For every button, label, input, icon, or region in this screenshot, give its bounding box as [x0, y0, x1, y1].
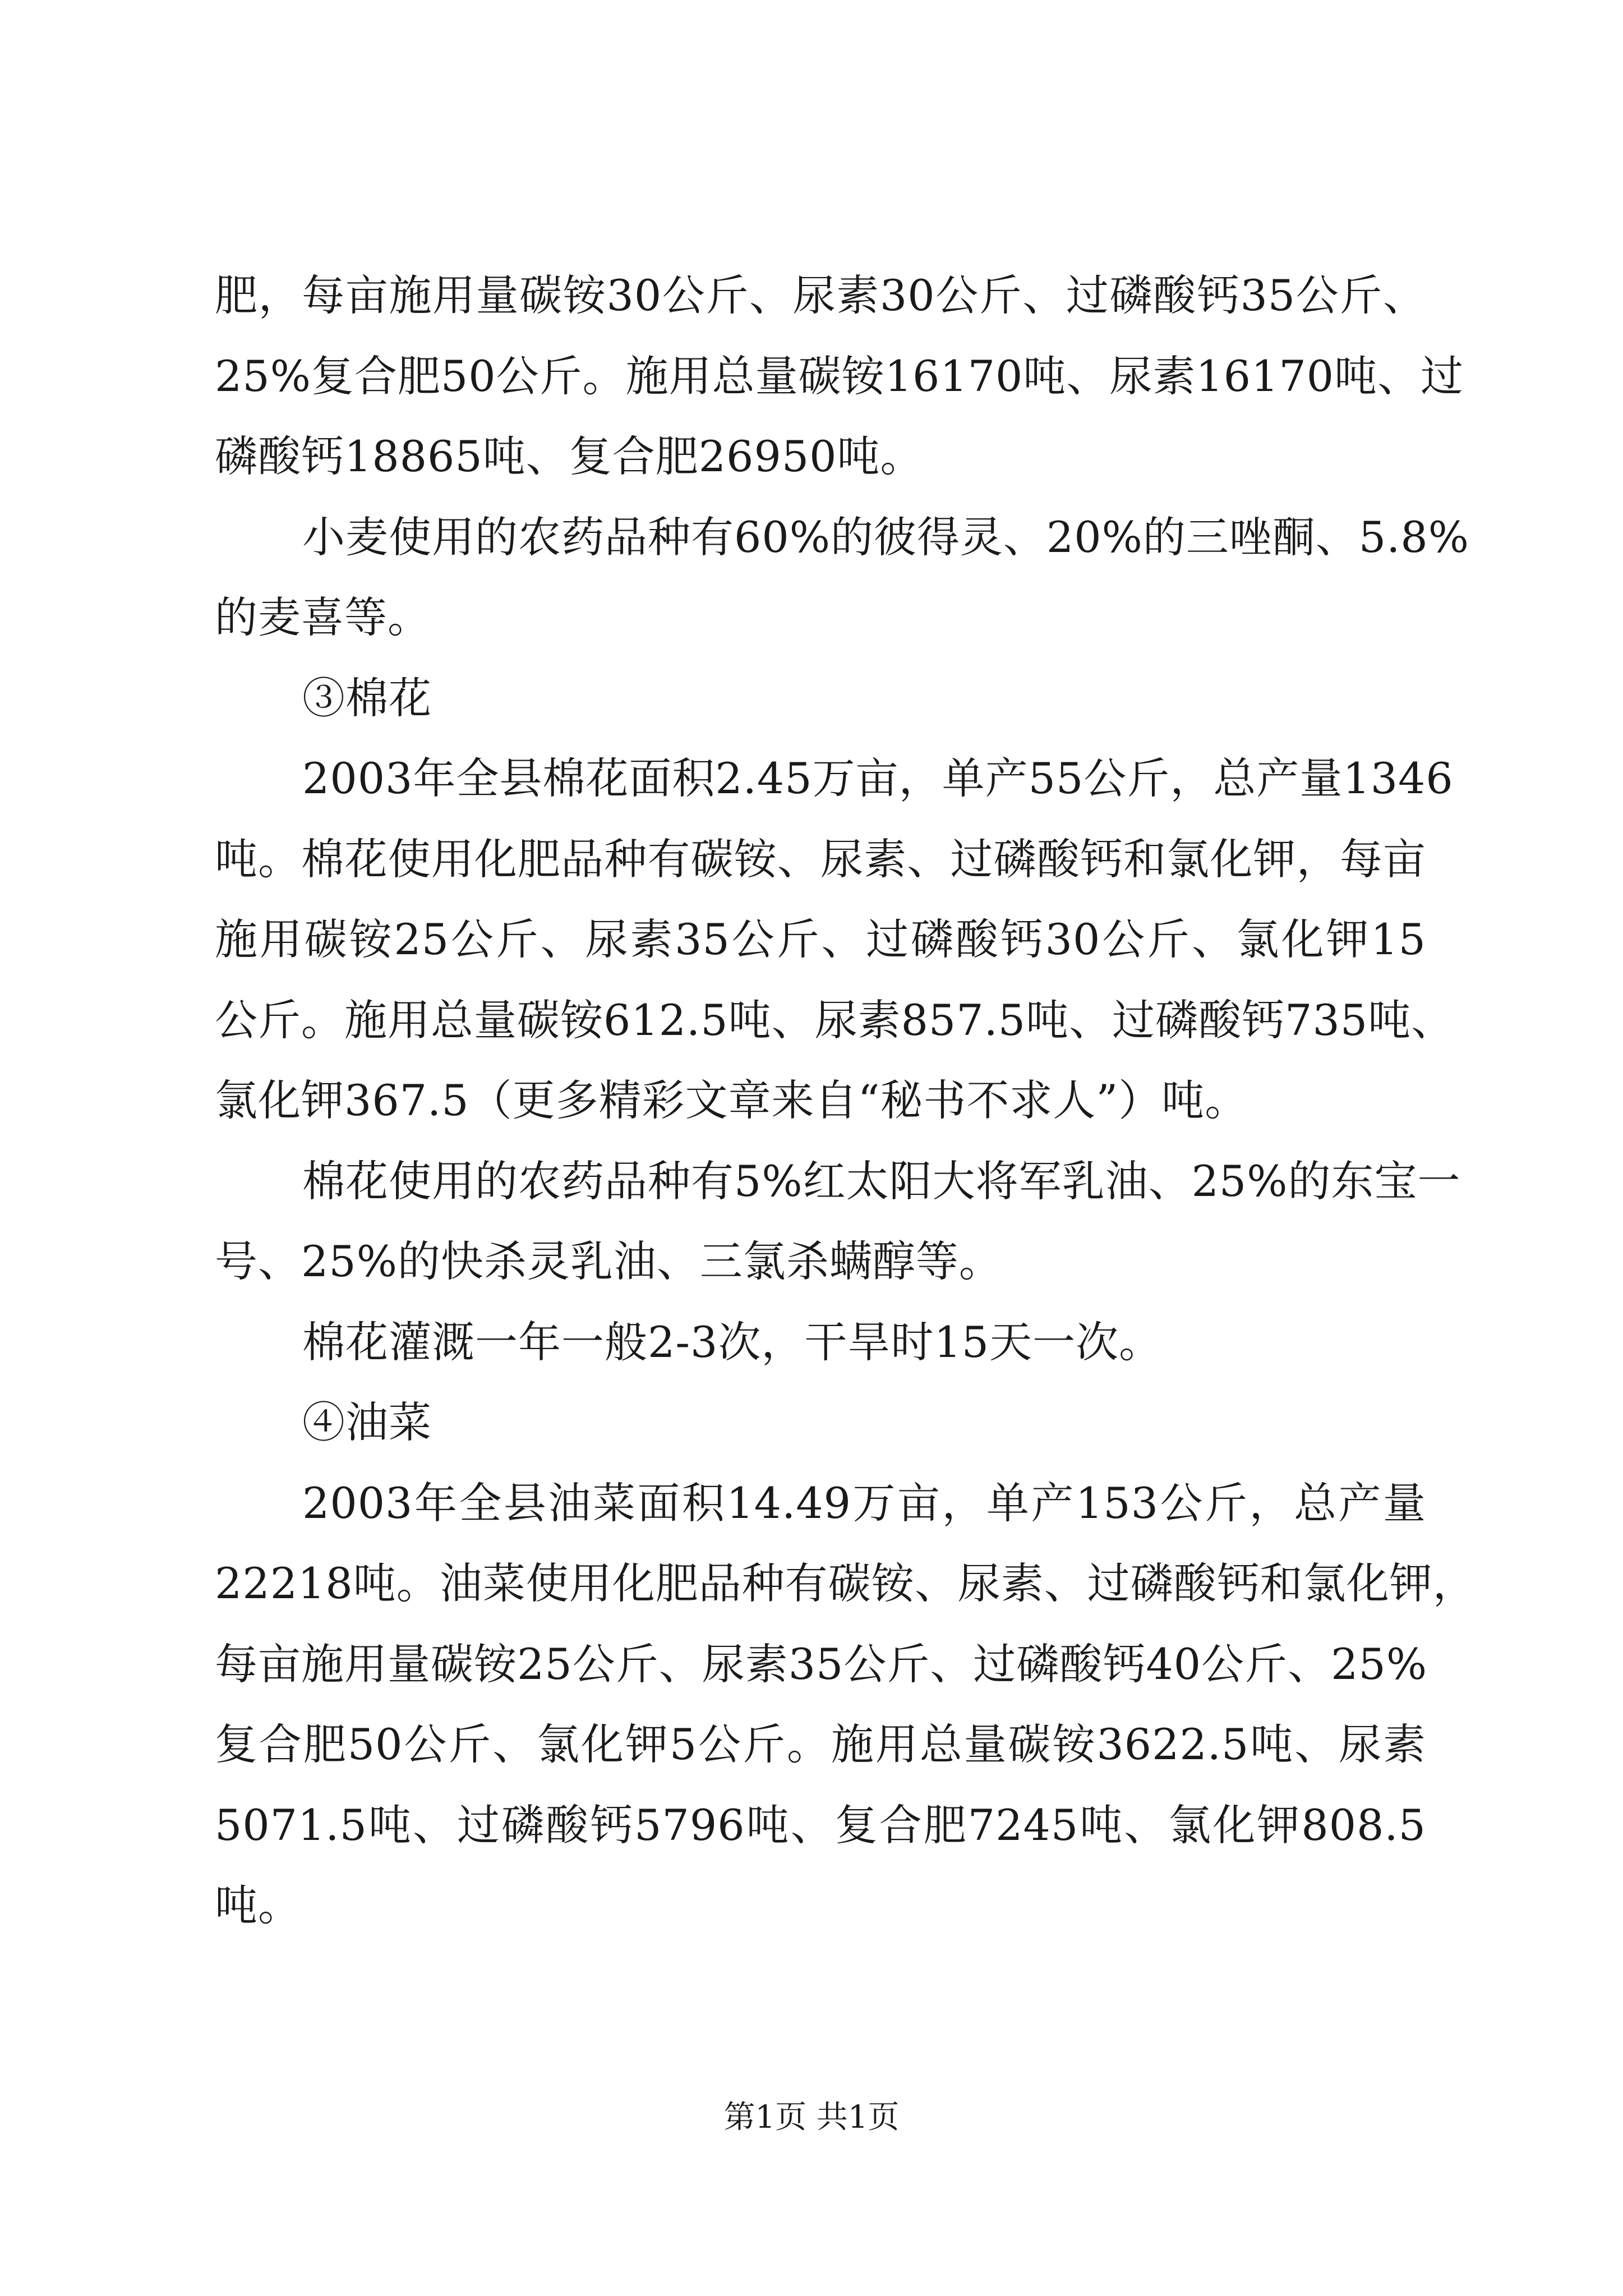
section-heading: ④油菜	[302, 1397, 432, 1447]
text-line: 25%复合肥50公斤。施用总量碳铵16170吨、尿素16170吨、过	[215, 351, 1464, 401]
text-line: 5071.5吨、过磷酸钙5796吨、复合肥7245吨、氯化钾808.5	[215, 1800, 1426, 1850]
text-line: 复合肥50公斤、氯化钾5公斤。施用总量碳铵3622.5吨、尿素	[215, 1719, 1426, 1769]
page-footer: 第1页 共1页	[723, 2099, 900, 2136]
text-line: 棉花灌溉一年一般2-3次，干旱时15天一次。	[302, 1317, 1163, 1367]
text-line: 每亩施用量碳铵25公斤、尿素35公斤、过磷酸钙40公斤、25%	[215, 1639, 1428, 1689]
text-line: 小麦使用的农药品种有60%的彼得灵、20%的三唑酮、5.8%	[302, 512, 1469, 562]
text-line: 施用碳铵25公斤、尿素35公斤、过磷酸钙30公斤、氯化钾15	[215, 914, 1426, 964]
text-line: 2003年全县油菜面积14.49万亩，单产153公斤，总产量	[302, 1478, 1426, 1528]
text-line: 吨。	[215, 1880, 301, 1930]
text-line: 2003年全县棉花面积2.45万亩，单产55公斤，总产量1346	[302, 753, 1454, 803]
text-line: 公斤。施用总量碳铵612.5吨、尿素857.5吨、过磷酸钙735吨、	[215, 995, 1455, 1045]
text-line: 吨。棉花使用化肥品种有碳铵、尿素、过磷酸钙和氯化钾，每亩	[215, 834, 1426, 884]
section-heading: ③棉花	[302, 673, 432, 723]
text-line: 棉花使用的农药品种有5%红太阳大将军乳油、25%的东宝一	[302, 1156, 1461, 1206]
text-line: 肥，每亩施用量碳铵30公斤、尿素30公斤、过磷酸钙35公斤、	[215, 270, 1426, 320]
text-line: 的麦喜等。	[215, 592, 431, 642]
text-line: 氯化钾367.5（更多精彩文章来自“秘书不求人”）吨。	[215, 1075, 1248, 1125]
text-line: 磷酸钙18865吨、复合肥26950吨。	[215, 431, 924, 481]
text-line: 22218吨。油菜使用化肥品种有碳铵、尿素、过磷酸钙和氯化钾，	[215, 1558, 1476, 1608]
body-text	[215, 255, 1476, 1946]
text-line: 号、25%的快杀灵乳油、三氯杀螨醇等。	[215, 1236, 1002, 1286]
